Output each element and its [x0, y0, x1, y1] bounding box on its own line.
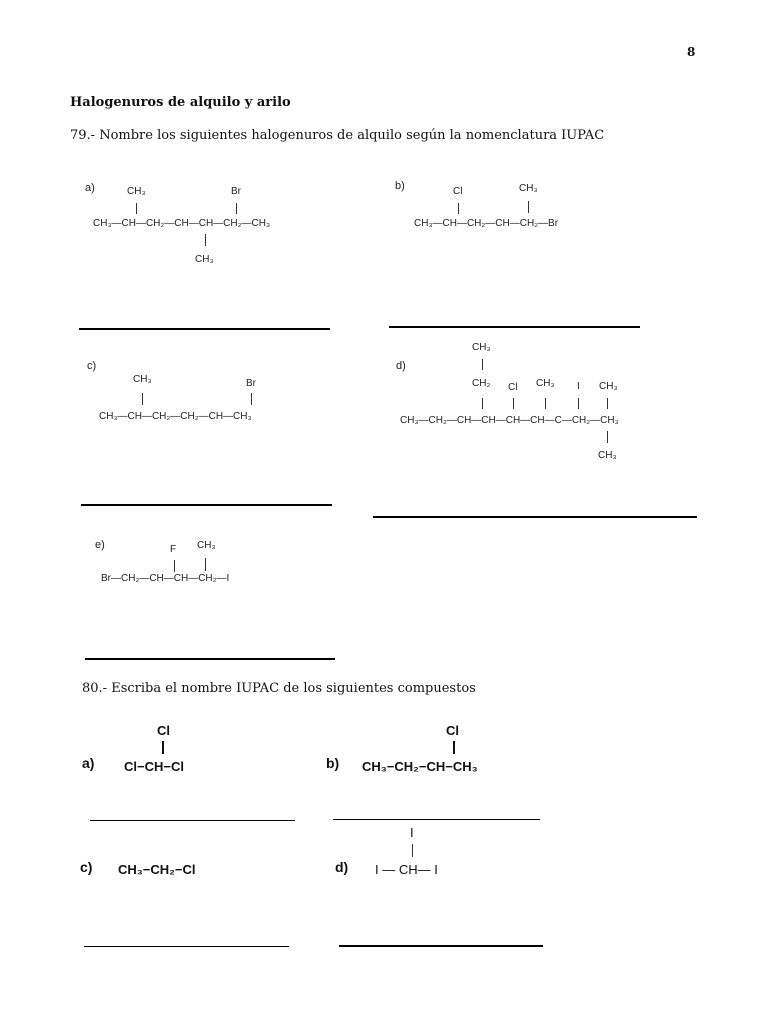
substituent: CH₃ — [197, 540, 216, 551]
item-label: b) — [395, 180, 405, 192]
substituent: CH₃ — [472, 342, 491, 353]
substituent: CH₃ — [127, 186, 146, 197]
item-label: a) — [85, 182, 95, 194]
item-label: c) — [87, 360, 97, 372]
substituent: I — [410, 825, 414, 840]
question-80-prompt: 80.- Escriba el nombre IUPAC de los siguientes compuestos — [82, 681, 476, 696]
substituent: Br — [231, 186, 241, 197]
question-79-prompt: 79.- Nombre los siguientes halogenuros de alquilo según la nomenclatura IUPAC — [70, 128, 605, 143]
item-label: e) — [95, 539, 105, 551]
main-chain: CH₃—CH—CH₂—CH—CH₂—Br — [414, 218, 559, 229]
substituent: CH₃ — [195, 254, 214, 265]
main-chain: CH₃−CH₂−Cl — [118, 862, 196, 877]
main-chain: CH₃—CH₂—CH—CH—CH—CH—C—CH₂—CH₃ — [400, 415, 619, 426]
substituent: CH₃ — [598, 450, 617, 461]
answer-line[interactable] — [85, 658, 335, 660]
item-label: a) — [82, 755, 95, 771]
main-chain: CH₃—CH—CH₂—CH₂—CH—CH₃ — [99, 411, 252, 422]
section-title: Halogenuros de alquilo y arilo — [70, 95, 291, 110]
answer-line[interactable] — [81, 504, 332, 506]
answer-line[interactable] — [373, 516, 697, 518]
substituent: CH₃ — [519, 183, 538, 194]
substituent: CH₂ — [472, 378, 491, 389]
page-number: 8 — [687, 45, 696, 59]
main-chain: Br—CH₂—CH—CH—CH₂—I — [101, 573, 230, 584]
answer-line[interactable] — [90, 820, 295, 821]
substituent: Cl — [446, 723, 459, 738]
item-label: d) — [396, 360, 406, 372]
answer-line[interactable] — [333, 819, 540, 820]
substituent: Cl — [157, 723, 170, 738]
answer-line[interactable] — [389, 326, 640, 328]
substituent: CH₃ — [599, 381, 618, 392]
substituent: F — [170, 544, 177, 555]
main-chain: I — CH— I — [375, 862, 438, 877]
substituent: Cl — [508, 382, 518, 393]
substituent: CH₃ — [536, 378, 555, 389]
item-label: b) — [326, 755, 340, 771]
answer-line[interactable] — [84, 946, 289, 947]
main-chain: CH₃−CH₂−CH−CH₃ — [362, 759, 478, 774]
answer-line[interactable] — [339, 945, 543, 947]
substituent: I — [577, 381, 580, 392]
item-label: d) — [335, 859, 349, 875]
substituent: CH₃ — [133, 374, 152, 385]
main-chain: Cl−CH−Cl — [124, 759, 184, 774]
substituent: Br — [246, 378, 256, 389]
item-label: c) — [80, 859, 93, 875]
main-chain: CH₃—CH—CH₂—CH—CH—CH₂—CH₃ — [93, 218, 271, 229]
answer-line[interactable] — [79, 328, 330, 330]
substituent: Cl — [453, 186, 463, 197]
